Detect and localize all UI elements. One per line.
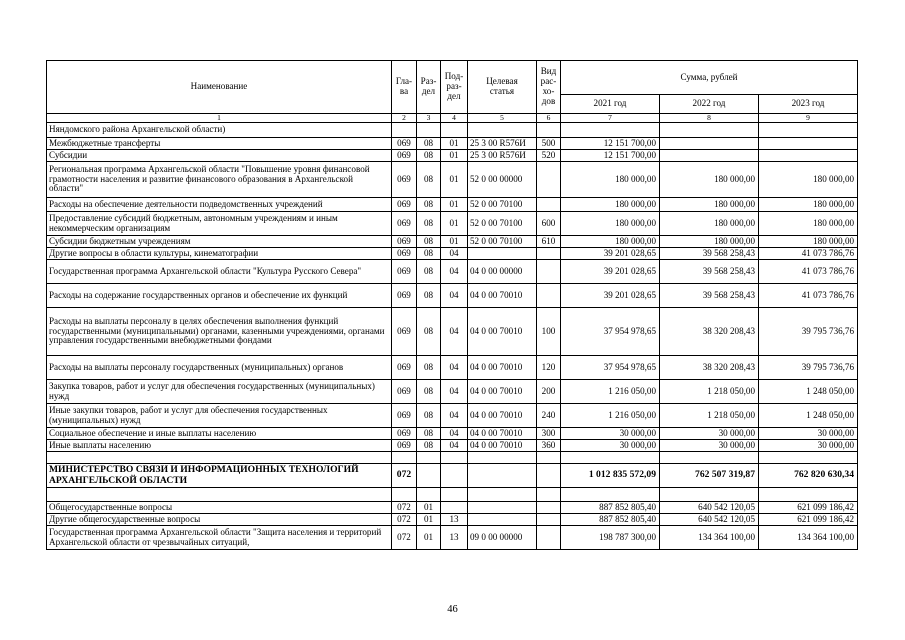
row-section: 08 — [417, 404, 441, 428]
row-target-article: 52 0 00 70100 — [468, 236, 537, 248]
row-amount-2021: 30 000,00 — [561, 428, 660, 440]
row-subsection: 01 — [441, 162, 468, 198]
row-section: 01 — [417, 514, 441, 526]
row-expense-type — [537, 452, 561, 464]
table-row — [47, 514, 858, 526]
row-target-article — [468, 452, 537, 464]
row-subsection: 13 — [441, 514, 468, 526]
row-name: Региональная программа Архангельской области "Повышение уровня финансовой грамотности населения и развитие финансового образования в Архангельской области" — [47, 162, 392, 198]
row-name: Расходы на выплаты персоналу государственных (муниципальных) органов — [47, 356, 392, 380]
row-target-article: 04 0 00 70010 — [468, 440, 537, 452]
row-amount-2023: 41 073 786,76 — [759, 260, 858, 284]
column-index: 3 — [417, 114, 441, 123]
row-target-article: 04 0 00 70010 — [468, 428, 537, 440]
table-row — [47, 380, 858, 404]
row-amount-2023: 41 073 786,76 — [759, 284, 858, 308]
document-page — [46, 60, 857, 550]
row-amount-2021: 180 000,00 — [561, 236, 660, 248]
row-amount-2023 — [759, 150, 858, 162]
row-chapter: 069 — [392, 404, 417, 428]
row-expense-type — [537, 260, 561, 284]
row-amount-2022: 180 000,00 — [660, 198, 759, 212]
row-amount-2023: 39 795 736,76 — [759, 356, 858, 380]
row-amount-2021: 1 216 050,00 — [561, 404, 660, 428]
row-chapter: 069 — [392, 308, 417, 356]
row-target-article: 04 0 00 70010 — [468, 308, 537, 356]
row-expense-type — [537, 464, 561, 488]
row-subsection: 04 — [441, 404, 468, 428]
table-row — [47, 236, 858, 248]
row-amount-2022: 30 000,00 — [660, 440, 759, 452]
table-row — [47, 308, 858, 356]
row-section: 08 — [417, 236, 441, 248]
row-amount-2023: 134 364 100,00 — [759, 526, 858, 550]
row-amount-2023 — [759, 488, 858, 502]
row-section — [417, 452, 441, 464]
row-target-article: 04 0 00 00000 — [468, 260, 537, 284]
row-chapter: 069 — [392, 236, 417, 248]
row-expense-type: 240 — [537, 404, 561, 428]
table-row — [47, 428, 858, 440]
page-number: 46 — [447, 604, 458, 615]
column-index: 4 — [441, 114, 468, 123]
row-target-article — [468, 248, 537, 260]
row-subsection — [441, 123, 468, 138]
row-name: Государственная программа Архангельской области "Культура Русского Севера" — [47, 260, 392, 284]
row-subsection: 01 — [441, 138, 468, 150]
row-amount-2023: 762 820 630,34 — [759, 464, 858, 488]
row-amount-2022: 38 320 208,43 — [660, 356, 759, 380]
row-amount-2022: 39 568 258,43 — [660, 248, 759, 260]
row-name: Расходы на содержание государственных органов и обеспечение их функций — [47, 284, 392, 308]
row-subsection: 04 — [441, 428, 468, 440]
row-section: 08 — [417, 440, 441, 452]
row-amount-2022: 762 507 319,87 — [660, 464, 759, 488]
row-name — [47, 488, 392, 502]
column-index: 9 — [759, 114, 858, 123]
row-chapter: 069 — [392, 284, 417, 308]
row-amount-2022: 640 542 120,05 — [660, 502, 759, 514]
row-amount-2022 — [660, 123, 759, 138]
row-amount-2021: 39 201 028,65 — [561, 260, 660, 284]
row-expense-type: 500 — [537, 138, 561, 150]
column-index: 2 — [392, 114, 417, 123]
row-amount-2023: 180 000,00 — [759, 236, 858, 248]
row-amount-2021: 198 787 300,00 — [561, 526, 660, 550]
table-row — [47, 464, 858, 488]
row-target-article — [468, 502, 537, 514]
row-name: Закупка товаров, работ и услуг для обеспечения государственных (муниципальных) нужд — [47, 380, 392, 404]
row-subsection — [441, 488, 468, 502]
row-chapter: 069 — [392, 198, 417, 212]
row-section: 08 — [417, 260, 441, 284]
row-chapter: 072 — [392, 526, 417, 550]
table-row — [47, 248, 858, 260]
row-amount-2022: 1 218 050,00 — [660, 380, 759, 404]
row-amount-2023: 180 000,00 — [759, 212, 858, 236]
row-subsection: 01 — [441, 198, 468, 212]
row-amount-2021: 180 000,00 — [561, 198, 660, 212]
row-expense-type — [537, 198, 561, 212]
row-amount-2023 — [759, 452, 858, 464]
row-chapter: 069 — [392, 150, 417, 162]
row-section: 08 — [417, 284, 441, 308]
row-amount-2023: 180 000,00 — [759, 162, 858, 198]
table-row — [47, 123, 858, 138]
row-expense-type — [537, 123, 561, 138]
row-expense-type: 300 — [537, 428, 561, 440]
row-chapter — [392, 488, 417, 502]
row-amount-2022: 30 000,00 — [660, 428, 759, 440]
table-row — [47, 284, 858, 308]
row-section: 08 — [417, 162, 441, 198]
table-row — [47, 356, 858, 380]
header-amount-title: Сумма, рублей — [561, 61, 858, 95]
row-amount-2023: 1 248 050,00 — [759, 380, 858, 404]
row-amount-2021: 39 201 028,65 — [561, 248, 660, 260]
row-amount-2021: 39 201 028,65 — [561, 284, 660, 308]
row-chapter: 072 — [392, 464, 417, 488]
row-section: 01 — [417, 526, 441, 550]
row-target-article — [468, 488, 537, 502]
column-index: 5 — [468, 114, 537, 123]
row-name: Субсидии — [47, 150, 392, 162]
row-subsection: 04 — [441, 260, 468, 284]
row-name: Государственная программа Архангельской области "Защита населения и территорий Архангельской области от чрезвычайных ситуаций, — [47, 526, 392, 550]
table-row — [47, 440, 858, 452]
row-subsection: 01 — [441, 212, 468, 236]
row-amount-2022: 180 000,00 — [660, 162, 759, 198]
row-section: 08 — [417, 308, 441, 356]
row-target-article: 04 0 00 70010 — [468, 380, 537, 404]
row-name: МИНИСТЕРСТВО СВЯЗИ И ИНФОРМАЦИОННЫХ ТЕХНОЛОГИЙ АРХАНГЕЛЬСКОЙ ОБЛАСТИ — [47, 464, 392, 488]
row-name: Социальное обеспечение и иные выплаты населению — [47, 428, 392, 440]
row-chapter: 069 — [392, 138, 417, 150]
row-amount-2022: 1 218 050,00 — [660, 404, 759, 428]
row-target-article: 52 0 00 70100 — [468, 212, 537, 236]
column-index: 1 — [47, 114, 392, 123]
column-index: 6 — [537, 114, 561, 123]
header-subsection: Под- раз- дел — [441, 61, 468, 114]
row-expense-type: 610 — [537, 236, 561, 248]
row-section: 08 — [417, 356, 441, 380]
row-expense-type — [537, 502, 561, 514]
row-amount-2022: 39 568 258,43 — [660, 284, 759, 308]
row-subsection: 04 — [441, 440, 468, 452]
row-amount-2022 — [660, 150, 759, 162]
row-chapter: 069 — [392, 162, 417, 198]
row-amount-2021: 12 151 700,00 — [561, 150, 660, 162]
row-expense-type: 600 — [537, 212, 561, 236]
row-chapter: 069 — [392, 380, 417, 404]
row-chapter: 069 — [392, 356, 417, 380]
row-section: 08 — [417, 248, 441, 260]
row-subsection: 04 — [441, 380, 468, 404]
row-amount-2023: 41 073 786,76 — [759, 248, 858, 260]
row-name: Общегосударственные вопросы — [47, 502, 392, 514]
header-year-2022: 2022 год — [660, 95, 759, 114]
row-amount-2021: 887 852 805,40 — [561, 502, 660, 514]
table-body — [47, 123, 858, 550]
row-amount-2021 — [561, 488, 660, 502]
header-year-2021: 2021 год — [561, 95, 660, 114]
row-subsection: 04 — [441, 308, 468, 356]
row-target-article: 04 0 00 70010 — [468, 356, 537, 380]
row-expense-type — [537, 514, 561, 526]
row-expense-type — [537, 162, 561, 198]
budget-table — [46, 60, 858, 550]
row-chapter: 069 — [392, 248, 417, 260]
row-chapter: 069 — [392, 440, 417, 452]
row-amount-2022: 134 364 100,00 — [660, 526, 759, 550]
row-amount-2023: 621 099 186,42 — [759, 514, 858, 526]
row-target-article: 25 3 00 R576И — [468, 138, 537, 150]
row-amount-2021: 1 012 835 572,09 — [561, 464, 660, 488]
row-chapter: 072 — [392, 502, 417, 514]
row-section: 08 — [417, 198, 441, 212]
row-amount-2021 — [561, 123, 660, 138]
table-row — [47, 452, 858, 464]
table-row — [47, 260, 858, 284]
row-amount-2022 — [660, 488, 759, 502]
row-target-article: 04 0 00 70010 — [468, 404, 537, 428]
row-amount-2022: 640 542 120,05 — [660, 514, 759, 526]
row-amount-2021: 180 000,00 — [561, 162, 660, 198]
row-expense-type: 520 — [537, 150, 561, 162]
row-subsection: 04 — [441, 356, 468, 380]
row-amount-2021: 37 954 978,65 — [561, 308, 660, 356]
column-index: 7 — [561, 114, 660, 123]
row-amount-2022 — [660, 452, 759, 464]
row-name: Другие общегосударственные вопросы — [47, 514, 392, 526]
row-section — [417, 488, 441, 502]
row-amount-2022 — [660, 138, 759, 150]
column-index: 8 — [660, 114, 759, 123]
header-target-article: Целевая статья — [468, 61, 537, 114]
row-subsection: 04 — [441, 284, 468, 308]
row-amount-2022: 39 568 258,43 — [660, 260, 759, 284]
row-amount-2021 — [561, 452, 660, 464]
table-row — [47, 404, 858, 428]
row-expense-type: 200 — [537, 380, 561, 404]
row-amount-2023: 30 000,00 — [759, 428, 858, 440]
row-amount-2021: 37 954 978,65 — [561, 356, 660, 380]
table-row — [47, 488, 858, 502]
row-expense-type — [537, 526, 561, 550]
row-expense-type — [537, 488, 561, 502]
table-row — [47, 138, 858, 150]
row-name: Расходы на обеспечение деятельности подведомственных учреждений — [47, 198, 392, 212]
row-expense-type — [537, 248, 561, 260]
row-name: Субсидии бюджетным учреждениям — [47, 236, 392, 248]
row-target-article — [468, 464, 537, 488]
row-subsection: 01 — [441, 236, 468, 248]
header-year-2023: 2023 год — [759, 95, 858, 114]
row-amount-2023: 39 795 736,76 — [759, 308, 858, 356]
row-amount-2021: 30 000,00 — [561, 440, 660, 452]
row-section: 08 — [417, 380, 441, 404]
header-row-top — [47, 61, 858, 95]
row-section — [417, 464, 441, 488]
table-row — [47, 212, 858, 236]
row-subsection: 13 — [441, 526, 468, 550]
row-name — [47, 452, 392, 464]
row-target-article: 25 3 00 R576И — [468, 150, 537, 162]
row-chapter: 069 — [392, 428, 417, 440]
row-name: Другие вопросы в области культуры, кинематографии — [47, 248, 392, 260]
row-amount-2022: 180 000,00 — [660, 236, 759, 248]
table-row — [47, 502, 858, 514]
row-target-article: 04 0 00 70010 — [468, 284, 537, 308]
row-target-article: 09 0 00 00000 — [468, 526, 537, 550]
header-expense-type: Вид рас- хо- дов — [537, 61, 561, 114]
row-expense-type: 120 — [537, 356, 561, 380]
row-name: Иные закупки товаров, работ и услуг для обеспечения государственных (муниципальных) нужд — [47, 404, 392, 428]
row-name: Расходы на выплаты персоналу в целях обеспечения выполнения функций государственными (муниципальными) органами, казенными учреждениями, органами управления государственными внебюджетными фондами — [47, 308, 392, 356]
row-name: Иные выплаты населению — [47, 440, 392, 452]
row-chapter: 069 — [392, 260, 417, 284]
row-subsection: 04 — [441, 248, 468, 260]
header-chapter: Гла- ва — [392, 61, 417, 114]
row-section: 08 — [417, 150, 441, 162]
row-amount-2023: 30 000,00 — [759, 440, 858, 452]
column-index-row — [47, 114, 858, 123]
row-subsection — [441, 452, 468, 464]
row-amount-2021: 887 852 805,40 — [561, 514, 660, 526]
row-name: Предоставление субсидий бюджетным, автономным учреждениям и иным некоммерческим организациям — [47, 212, 392, 236]
row-target-article — [468, 123, 537, 138]
table-row — [47, 198, 858, 212]
row-section: 08 — [417, 138, 441, 150]
row-amount-2022: 38 320 208,43 — [660, 308, 759, 356]
row-expense-type: 100 — [537, 308, 561, 356]
row-expense-type: 360 — [537, 440, 561, 452]
table-row — [47, 162, 858, 198]
row-name: Межбюджетные трансферты — [47, 138, 392, 150]
row-chapter — [392, 123, 417, 138]
header-section: Раз- дел — [417, 61, 441, 114]
row-amount-2021: 1 216 050,00 — [561, 380, 660, 404]
row-name: Няндомского района Архангельской области) — [47, 123, 392, 138]
row-subsection: 01 — [441, 150, 468, 162]
row-target-article — [468, 514, 537, 526]
table-row — [47, 150, 858, 162]
row-section: 08 — [417, 428, 441, 440]
row-chapter — [392, 452, 417, 464]
row-amount-2023 — [759, 123, 858, 138]
header-name: Наименование — [47, 61, 392, 114]
row-section: 01 — [417, 502, 441, 514]
row-amount-2022: 180 000,00 — [660, 212, 759, 236]
row-section: 08 — [417, 212, 441, 236]
row-amount-2023: 621 099 186,42 — [759, 502, 858, 514]
row-amount-2023: 1 248 050,00 — [759, 404, 858, 428]
row-subsection — [441, 502, 468, 514]
row-chapter: 069 — [392, 212, 417, 236]
table-row — [47, 526, 858, 550]
row-target-article: 52 0 00 00000 — [468, 162, 537, 198]
row-amount-2021: 12 151 700,00 — [561, 138, 660, 150]
row-amount-2023: 180 000,00 — [759, 198, 858, 212]
row-target-article: 52 0 00 70100 — [468, 198, 537, 212]
row-expense-type — [537, 284, 561, 308]
row-chapter: 072 — [392, 514, 417, 526]
row-amount-2021: 180 000,00 — [561, 212, 660, 236]
row-section — [417, 123, 441, 138]
row-amount-2023 — [759, 138, 858, 150]
row-subsection — [441, 464, 468, 488]
